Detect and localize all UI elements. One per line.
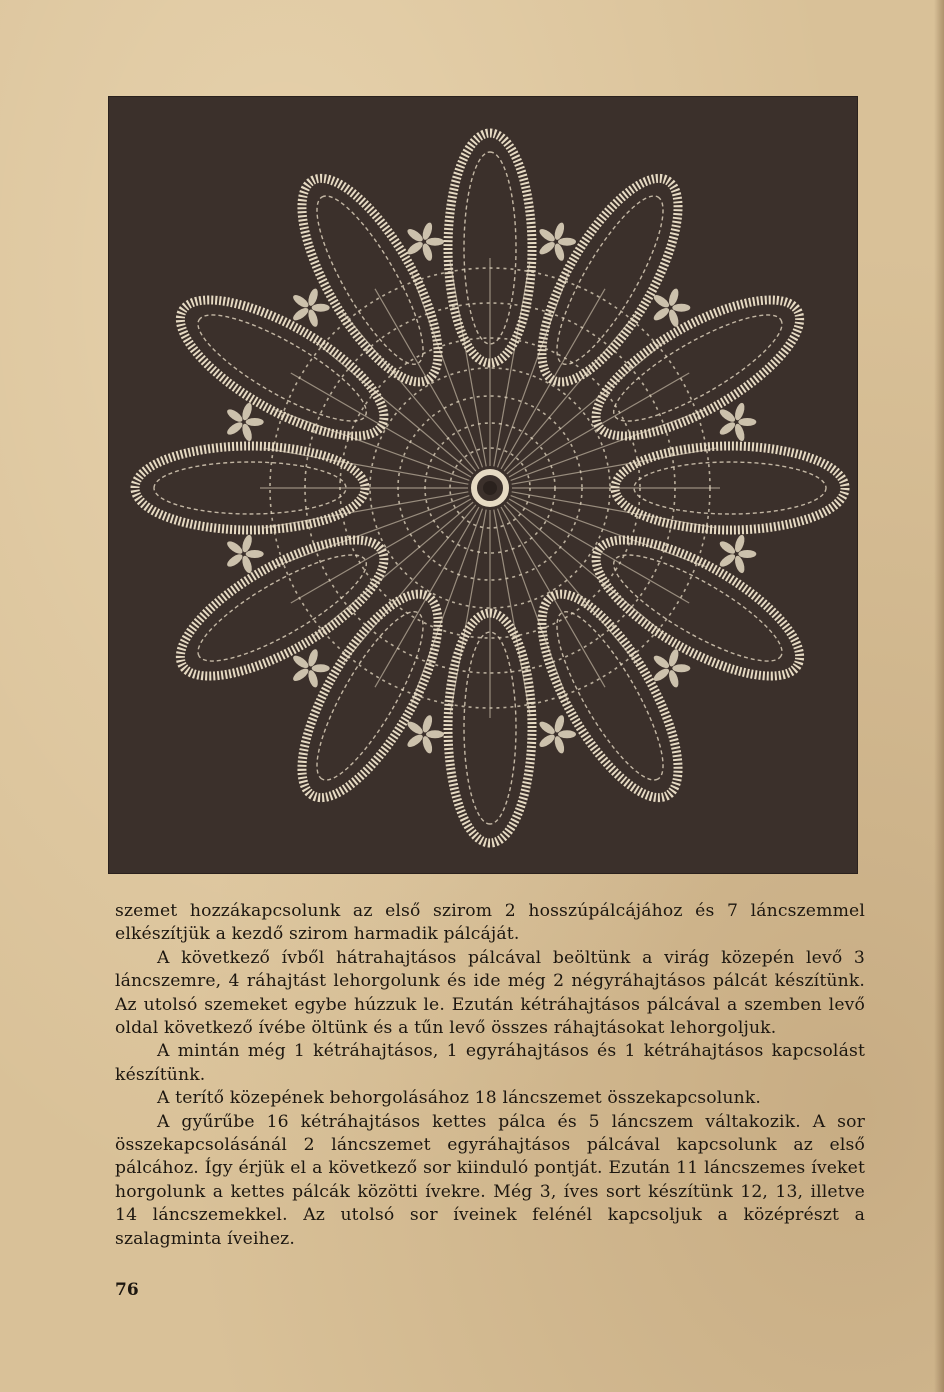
lace-flower-petal	[558, 730, 576, 738]
paragraph-5: A gyűrűbe 16 kétráhajtásos kettes pálca és 5 láncszem váltakozik. A sor összekapcsolásánál 2 láncszemet egyráhajtásos pálcával kapcsolunk az első pálcához. Így érjük el a következő sor kiinduló pontját. Ezután 11 láncszemes íveket horgolunk a kettes pálcák közötti ívekre. Még 3, íves sort készítünk 12, 13, illetve 14 láncszemekkel. Az utolsó sor íveinek felénél kapcsoljuk a középrészt a szalagminta íveihez.	[115, 1111, 865, 1249]
mesh-spoke	[512, 492, 717, 528]
lace-flower-petal	[291, 306, 310, 323]
lace-petal	[577, 514, 818, 702]
lace-flower-petal	[537, 719, 556, 736]
mesh-spoke	[314, 340, 473, 474]
lace-flower-petal	[718, 420, 737, 437]
paragraph-2: A következő ívből hátrahajtásos pálcával beöltünk a virág közepén levő 3 láncszemre, 4 ráhajtást lehorgolunk és ide még 2 négyráhajtásos pálcát készítünk. Az utolsó szemeket egybe húzzuk le. Ezután kétráhajtásos pálcával a szemben levő oldal következő ívébe öltünk és a tűn levő összes ráhajtásokat lehorgoljuk.	[115, 947, 865, 1039]
lace-flower-petal	[291, 666, 310, 683]
lace-flower-petal	[291, 653, 310, 670]
lace-flower-petal	[225, 407, 244, 424]
lace-flower-petal	[312, 664, 330, 672]
paragraph-1: szemet hozzákapcsolunk az első szirom 2 hosszúpálcájához és 7 láncszemmel elkészítjük a kezdő szirom harmadik pálcáját.	[115, 901, 865, 945]
lace-flower-petal	[312, 304, 330, 312]
lace-flower-petal	[426, 238, 444, 246]
paragraph-3: A mintán még 1 kétráhajtásos, 1 egyráhajtásos és 1 kétráhajtásos kapcsolást készítünk.	[115, 1041, 865, 1085]
lace-flower-petal	[672, 664, 690, 672]
lace-flower-petal	[738, 418, 756, 426]
mesh-spoke	[504, 312, 638, 471]
lace-flower-petal	[537, 732, 556, 749]
lace-flower-petal	[672, 304, 690, 312]
lace-petal	[162, 274, 403, 462]
lace-flower-petal	[652, 306, 671, 323]
page-number: 76	[115, 1280, 139, 1300]
mesh-spoke	[263, 448, 468, 484]
lace-petal	[276, 160, 464, 401]
lace-flower-petal	[405, 732, 424, 749]
lace-flower-petal	[246, 550, 264, 558]
mesh-spoke	[494, 261, 530, 466]
center-hole	[483, 481, 497, 495]
mesh-spoke	[342, 505, 476, 664]
doily-illustration	[108, 96, 858, 874]
lace-flower-petal	[558, 238, 576, 246]
doily-photo	[108, 96, 858, 874]
lace-flower-petal	[405, 227, 424, 244]
lace-flower-petal	[652, 653, 671, 670]
lace-petal	[276, 575, 464, 816]
lace-flower-petal	[718, 552, 737, 569]
lace-petal	[516, 160, 704, 401]
lace-flower-petal	[405, 240, 424, 257]
lace-petal	[162, 514, 403, 702]
lace-flower-petal	[537, 227, 556, 244]
page-edge-shadow	[934, 0, 944, 1392]
body-text	[115, 900, 865, 1251]
mesh-spoke	[450, 510, 486, 715]
lace-flower-petal	[246, 418, 264, 426]
lace-petal	[577, 274, 818, 462]
lace-flower-petal	[738, 550, 756, 558]
lace-flower-petal	[537, 240, 556, 257]
lace-petal	[516, 575, 704, 816]
lace-flower-petal	[225, 552, 244, 569]
lace-flower-petal	[718, 539, 737, 556]
lace-flower-petal	[718, 407, 737, 424]
lace-flower-petal	[225, 420, 244, 437]
paragraph-4: A terítő közepének behorgolásához 18 láncszemet összekapcsolunk.	[157, 1088, 762, 1109]
lace-flower-petal	[225, 539, 244, 556]
mesh-spoke	[507, 502, 666, 636]
lace-flower-petal	[291, 293, 310, 310]
lace-flower-petal	[426, 730, 444, 738]
lace-flower-petal	[652, 666, 671, 683]
